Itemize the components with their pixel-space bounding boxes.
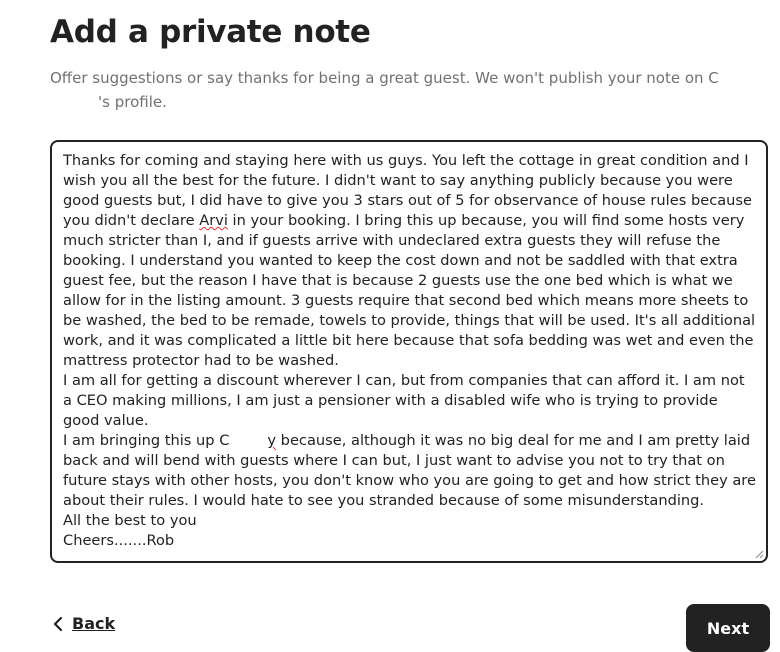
note-text-segment: because, although it was no big deal for me and I am pretty laid back and will bend with guests where I can but, I just want to advise you not to try that on future stays with other hosts, you don't know who you are going to get and how strict they are about their rules. I would hate to see you stranded because of some misunderstanding. [63,432,756,509]
resize-grip-icon[interactable] [754,549,764,559]
back-label: Back [72,614,116,633]
page-title: Add a private note [50,14,371,50]
private-note-textarea[interactable] [50,140,768,563]
next-button[interactable]: Next [686,604,770,652]
private-note-content[interactable] [63,151,756,553]
note-paragraph-1 [63,151,756,371]
note-paragraph-4: All the best to you [63,512,197,529]
redacted-lead: C [219,432,230,449]
subtitle-redacted-lead: C [708,69,719,87]
note-paragraph-5: Cheers.......Rob [63,532,175,549]
note-text-segment: I am bringing this up [63,432,220,449]
page-subtitle [50,66,760,114]
back-button[interactable] [52,614,115,633]
redacted-name [50,95,98,107]
redacted-tail: y [267,432,277,449]
note-text-segment: Thanks for coming and staying here with us guys. You left the cottage in great condition and I wish you all the best for the future. I didn't want to say anything publicly because you were good guests but, I did have to give you 3 stars out of 5 for observance of house rules because you didn't declare [63,152,752,229]
redacted-name [229,433,267,445]
note-paragraph-3 [63,431,756,511]
note-paragraph-2: I am all for getting a discount wherever I can, but from companies that can afford it. I am not a CEO making millions, I am just a pensioner with a disabled wife who is trying to provide good value. [63,372,745,429]
subtitle-text-end: 's profile. [98,93,167,111]
misspelled-word: Arvi [199,212,228,229]
chevron-left-icon [52,616,64,632]
note-text-segment: in your booking. I bring this up because, you will find some hosts very much stricter than I, and if guests arrive with undeclared extra guests they will refuse the booking. I understand you wanted to keep the cost down and not be saddled with that extra guest fee, but the reason I have that is because 2 guests use the one bed which is what we allow for in the listing amount. 3 guests require that second bed which means more sheets to be washed, the bed to be remade, towels to provide, things that will be used. It's all additional work, and it was complicated a little bit here because that sofa bedding was wet and even the mattress protector had to be washed. [63,212,756,369]
subtitle-text: Offer suggestions or say thanks for being a great guest. We won't publish your note on [50,69,709,87]
